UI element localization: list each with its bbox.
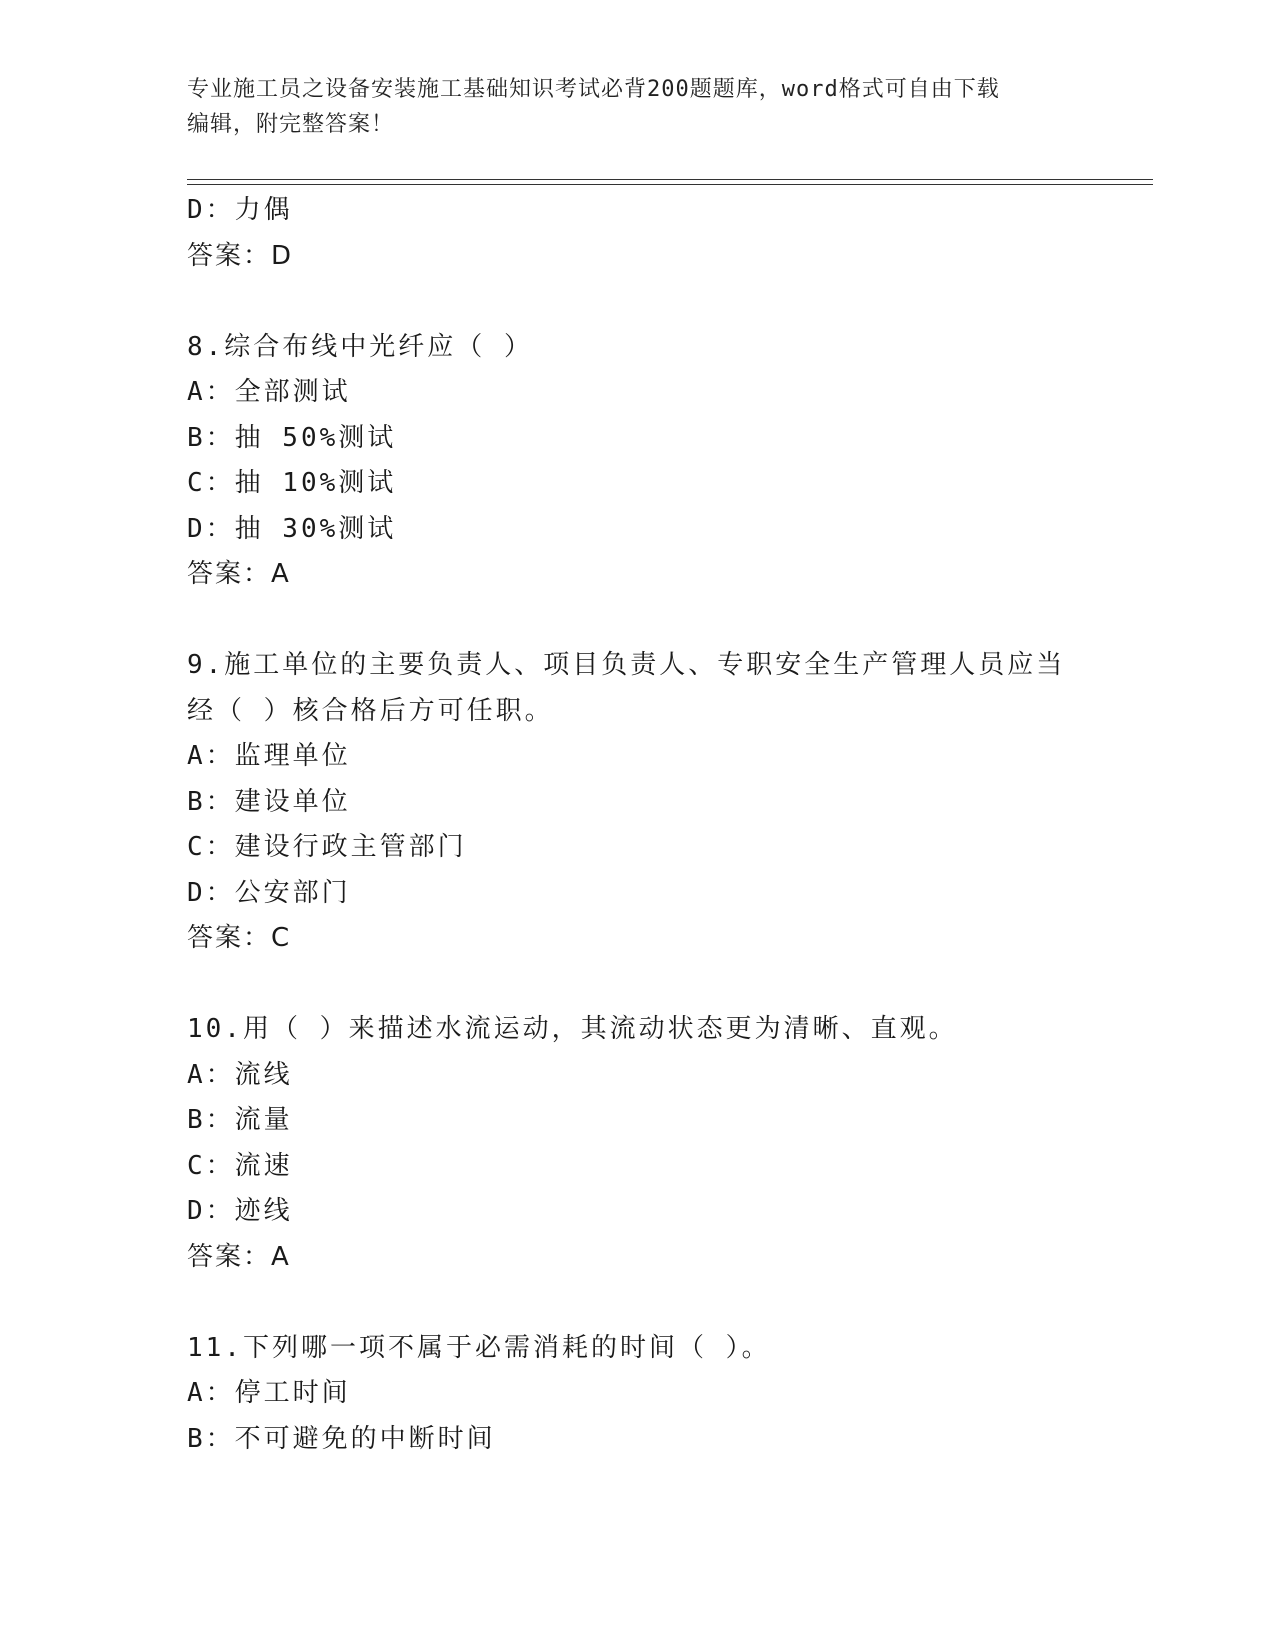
question-text-line-2: 经（ ）核合格后方可任职。 — [187, 695, 554, 726]
option-a: A：停工时间 — [187, 1378, 351, 1408]
option-c: C：建设行政主管部门 — [187, 832, 467, 862]
block-spacer — [187, 598, 1147, 644]
option-d: D：力偶 — [187, 195, 293, 225]
document-header — [187, 72, 1087, 142]
question-block — [187, 1007, 1147, 1280]
option-b: B：抽 50%测试 — [187, 422, 397, 453]
option-a: A：流线 — [187, 1059, 293, 1090]
block-spacer — [187, 962, 1147, 1008]
header-line-2: 编辑，附完整答案！ — [187, 112, 395, 137]
question-block — [187, 643, 1147, 962]
question-list — [187, 188, 1147, 1462]
header-line-1: 专业施工员之设备安装施工基础知识考试必背200题题库，word格式可自由下载 — [187, 77, 1000, 102]
option-d: D：抽 30%测试 — [187, 513, 397, 544]
answer-line: 答案：A — [187, 1241, 291, 1272]
answer-line: 答案：C — [187, 923, 292, 953]
question-text: 11.下列哪一项不属于必需消耗的时间（ ）。 — [187, 1332, 771, 1363]
header-rule-top — [187, 179, 1153, 180]
header-rule-bottom — [187, 184, 1153, 185]
question-text-line-1: 9.施工单位的主要负责人、项目负责人、专职安全生产管理人员应当 — [187, 650, 1066, 680]
option-b: B：建设单位 — [187, 786, 351, 817]
option-a: A：全部测试 — [187, 377, 351, 407]
block-spacer — [187, 279, 1147, 325]
question-text: 10.用（ ）来描述水流运动，其流动状态更为清晰、直观。 — [187, 1014, 958, 1044]
option-b: B：流量 — [187, 1105, 293, 1135]
question-block — [187, 325, 1147, 598]
question-text: 8.综合布线中光纤应（ ） — [187, 331, 533, 362]
question-block — [187, 1326, 1147, 1463]
option-c: C：抽 10%测试 — [187, 468, 397, 498]
option-c: C：流速 — [187, 1150, 293, 1181]
option-a: A：监理单位 — [187, 741, 351, 771]
answer-line: 答案：A — [187, 559, 291, 589]
block-spacer — [187, 1280, 1147, 1326]
option-d: D：公安部门 — [187, 877, 351, 908]
answer-line: 答案：D — [187, 240, 294, 271]
question-block — [187, 188, 1147, 279]
option-b: B：不可避免的中断时间 — [187, 1423, 496, 1454]
option-d: D：迹线 — [187, 1196, 293, 1226]
